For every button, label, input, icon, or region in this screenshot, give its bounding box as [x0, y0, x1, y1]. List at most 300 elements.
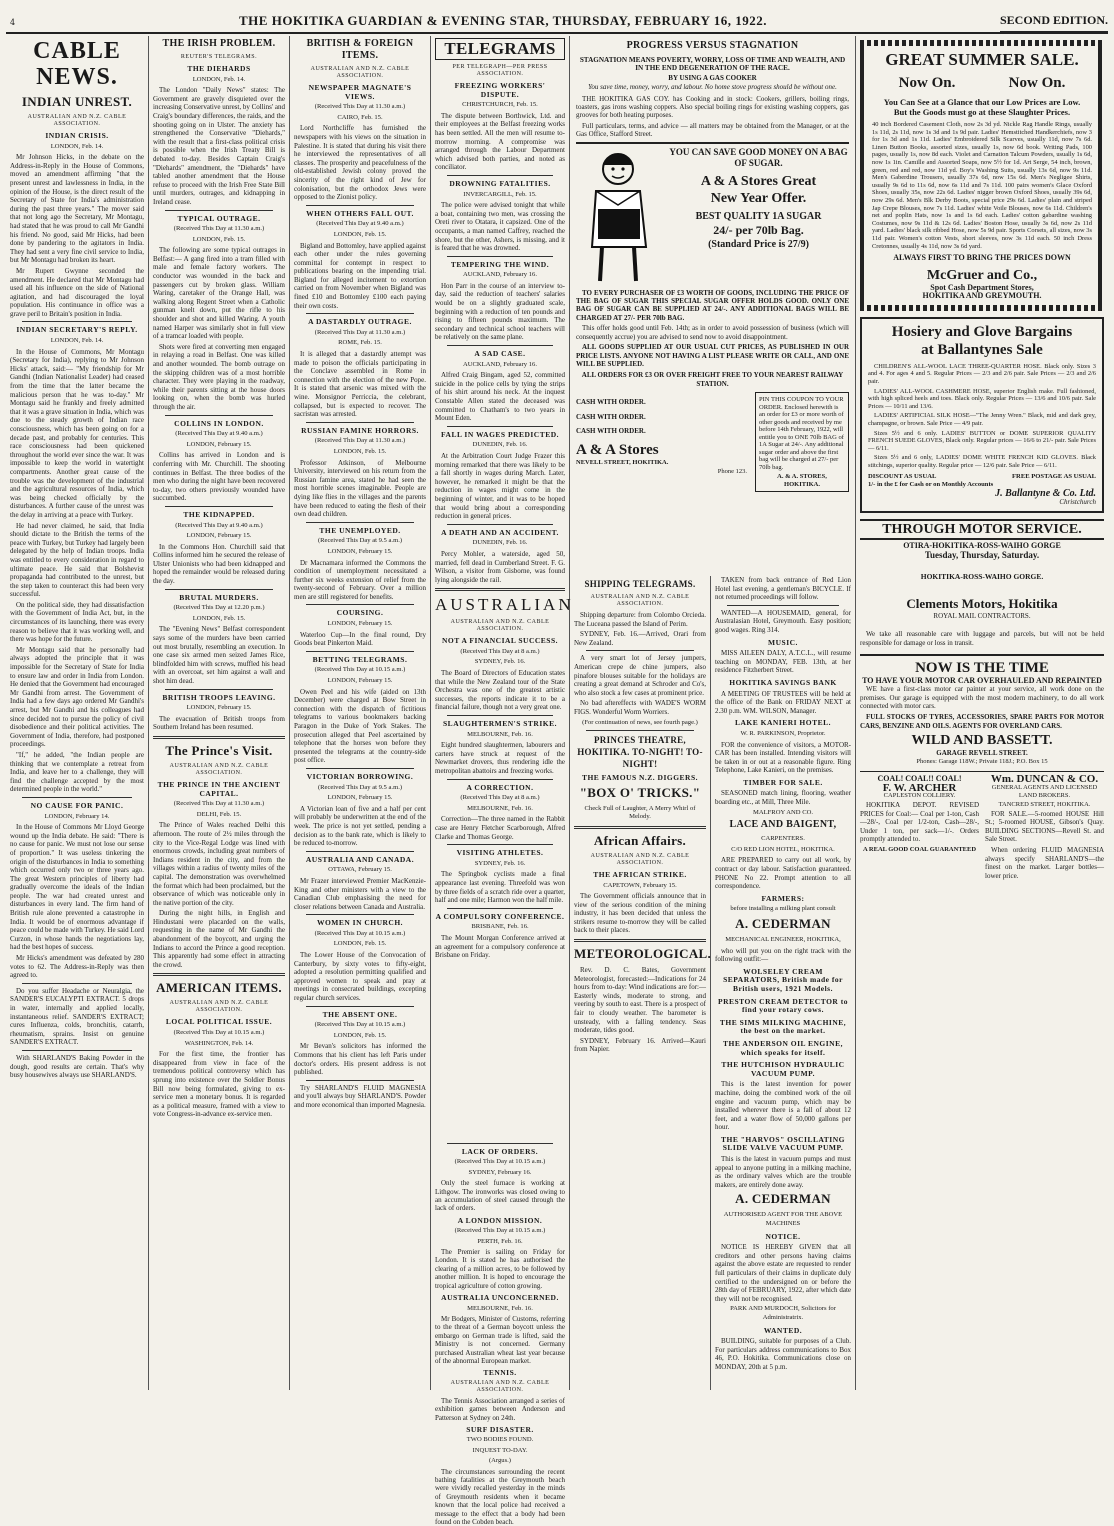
divider: [447, 779, 553, 780]
story-text: In the House of Commons, Mr Montagu (Secretary for India), replying to Mr Johnson Hicks' attack, said:— "My friendship for Mr Gandhi (Indian Nationalist Leader) had ceased from the time that the latter became the malicious person that he was to-day." Mr Montagu said he frankly and freely admitted that it was a grave situation in India, which was due to the steady growth of Indian race consciousness, which has been going on for a decade past, and probably for centuries. This race consciousness had been quickened throughout the world ever since the war. It was impossible to keep the world in watertight compartments. Another great cause of the trouble was the development of the industrial and the agricultural resources of India, which was being checked officially by the disturbances. A further cause of the unrest was the delay in arriving at a peace with Turkey.: [10, 347, 144, 519]
kaniere-proprietor: W. R. PARKINSON, Proprietor.: [740, 729, 826, 737]
hosiery-item: LADIES' ALL-WOOL CASHMERE HOSE, superior English make. Full fashioned, with high spliced heels and toes. Black only. Regular Prices — 13/6 and 10/6 pair. Sale Prices — 10/11 and 13/6.: [868, 387, 1096, 410]
standard-price: (Standard Price is 27/9): [708, 238, 809, 250]
mcgruer-sub: Spot Cash Department Stores,: [930, 282, 1034, 292]
story-text: "If," he added, "the Indian people are thinking that we contemplate a retreat from India, and leave her to a challenge, they will find the challenge accepted by the most determined people in the world.": [10, 750, 144, 794]
sugar-offer: [576, 147, 849, 285]
motor-service-days: Tuesday, Thursday, Saturday.: [924, 549, 1040, 560]
dateline: SYDNEY, February 16.: [468, 1168, 532, 1176]
advertisement-text: Try SHARLAND'S FLUID MAGNESIA and you'll always buy SHARLAND'S. Powder and more economical than imported Magnesia.: [294, 1083, 426, 1109]
credit-line: AUSTRALIAN AND N.Z. CABLE ASSOCIATION.: [590, 852, 690, 866]
story-text: SYDNEY, February 16. Arrived—Kauri from Napier.: [574, 1036, 706, 1054]
coupon-text: PIN THIS COUPON TO YOUR ORDER. Enclosed herewith is an order for £3 or more worth of other goods and received by me before 14th February, 1922, will entitle you to ONE 70lb BAG of 1A Sugar at 24/-. Any additional sugar order and above the first bag will be charged at 27/- per 70lb bag.: [759, 396, 844, 471]
story-text: The dispute between Borthwick, Ltd. and their employees at the Belfast freezing works has been settled. All the men will resume to-morrow morning. A compromise was arranged through the Labour Department which advised both parties, and noted as conciliator.: [435, 111, 565, 172]
divider: [306, 522, 414, 523]
dateline: LONDON, Feb. 15.: [333, 1031, 387, 1039]
story-title: LOCAL POLITICAL ISSUE.: [165, 1017, 273, 1027]
divider: [306, 422, 414, 423]
dateline: PERTH, Feb. 16.: [477, 1237, 523, 1245]
archer-name: F. W. ARCHER: [882, 781, 957, 794]
divider: [447, 256, 553, 257]
story-text: The Board of Directors of Education states that while the New Zealand tour of the State Orchestra was one of the greatest artistic successes, the reports indicate it to be a financial failure, though not a very great one.: [435, 669, 565, 712]
divider: [306, 1006, 414, 1007]
story-title: THE AFRICAN STRIKE.: [593, 869, 687, 879]
received-line: (Received This Day at 9.40 a.m.): [316, 220, 404, 228]
story-text: Mr Frazer interviewed Premier MacKenzie-King and other ministers with a view to the Canadian Club emphasising the need for closer relations between Canada and Australia.: [294, 876, 426, 911]
story-text: The following are some typical outrages in Belfast:— A gang fired into a tram filled with male and female factory workers. The conductor was wounded in the back and passengers cut by broken glass. William Waring, caretaker of the Orange Hall, was walking along Regent Street when a Catholic gunman knelt down, put the rifle to his shoulder and shot and killed Waring. A youth named Harper was similarly shot in full view of a tramcar loaded with people.: [153, 246, 285, 341]
hosiery-item: Sizes 5½ and 6 only, LADIES' DOME WHITE FRENCH KID GLOVES. Black stitchings, superior quality. Regular price — 12/6 pair. Sale Price — 6/11.: [868, 454, 1096, 469]
savings-bank-notice: A MEETING OF TRUSTEES will be held at the office of the Bank on FRIDAY NEXT at 2.30 p.m. WM. WILSON, Manager.: [715, 689, 851, 715]
gas-intro: STAGNATION MEANS POVERTY, WORRY, LOSS OF TIME AND WEALTH, AND IN THE END DEGENERATION OF THE RACE.: [579, 56, 846, 73]
story-text: In the Commons Hon. Churchill said that Collins informed him he secured the release of Ulster Unionists who had been kidnapped and hoped the remainder would be released during the day.: [153, 542, 285, 586]
progress-banner: PROGRESS VERSUS STAGNATION: [626, 40, 799, 51]
dateline: DELHI, Feb. 15.: [196, 810, 242, 818]
story-text: During the night hills, in English and Hindustani were placarded on the walls, requesting in the name of Mr Gandhi the abandonment of the boycott, and urging the Indians to accord the Prince a good reception. This apparently had some effect in attracting the crowd.: [153, 909, 285, 969]
story-title: A DASTARDLY OUTRAGE.: [308, 317, 412, 327]
story-text: On the political side, they had dissatisfaction with the Government of India Act, but, in the circumstances of its launching, there was every reason to believe that it was working well, and there was hope for the future.: [10, 600, 144, 644]
dateline: LONDON, February 15.: [327, 547, 393, 555]
story-title: COURSING.: [336, 608, 384, 618]
story-text: The Lower House of the Convocation of Canterbury, by sixty votes to fifty-eight, adopted a resolution permitting qualified and approved women to speak and pray at meetings in consecrated buildings, excepting regular church services.: [294, 951, 426, 1003]
bottom-ads: [860, 771, 1104, 882]
story-text: He had never claimed, he said, that India should dictate to the British the terms of the peace with Turkey, but Turkey had largely been delegated by the help of Indian troops. India was entitled to every consideration in regard to ultimate peace. He said that Bolshevist propaganda had contributed to the unrest, but the step taken to counteract this had been very successful.: [10, 521, 144, 599]
dateline: LONDON, February 14.: [44, 812, 110, 820]
dateline: LONDON, February 15.: [186, 532, 252, 540]
story-text: The "Evening News" Belfast correspondent says some of the murders have been carried out most brutally, resembling an execution. In one case six armed men seized James Rice, blindfolded him with screws, muffled his head with an overcoat, set him against a wall and shot him dead.: [153, 625, 285, 685]
coupon-signature: A. & A. STORES, HOKITIKA.: [777, 473, 827, 488]
story-title: TYPICAL OUTRAGE.: [177, 213, 261, 223]
timber-heading: TIMBER FOR SALE.: [743, 777, 823, 787]
divider: [306, 651, 414, 652]
duncan-text: FOR SALE.—5-roomed HOUSE Hill St.; 5-roomed HOUSE, Gibson's Quay. BUILDING SECTIONS—Revell St. and Sale Street.: [985, 809, 1104, 844]
divider: [447, 175, 553, 176]
divider: [447, 715, 553, 716]
indian-unrest-subhead: INDIAN UNREST.: [21, 94, 133, 109]
story-title: SLAUGHTERMEN'S STRIKE.: [443, 719, 557, 729]
dateline: OTTAWA, February 15.: [328, 866, 392, 874]
cable-news-headline: CABLE NEWS.: [33, 38, 121, 90]
offer-line-1: A & A Stores Great: [700, 173, 817, 189]
cash-with-order: CASH WITH ORDER.: [576, 426, 646, 435]
notice-signature: PARK AND MURDOCH, Solicitors for Administratrix.: [730, 1305, 836, 1321]
offer-price: 24/- per 70lb Bag.: [713, 222, 804, 237]
product-wolseley: WOLSELEY CREAM SEPARATORS, British made for British users, 1921 Models.: [723, 966, 843, 993]
meteorological-headline: METEOROLOGICAL.: [574, 946, 712, 962]
now-is-the-time: NOW IS THE TIME: [915, 659, 1049, 676]
african-affairs-headline: African Affairs.: [593, 832, 687, 848]
now-on-right: Now On.: [1008, 75, 1066, 91]
dateline: AUCKLAND, February 16.: [463, 360, 537, 368]
dateline: MELBOURNE, Feb. 16.: [467, 730, 533, 738]
story-title: THE UNEMPLOYED.: [319, 525, 401, 535]
credit-line: AUSTRALIAN AND N.Z. CABLE ASSOCIATION.: [27, 114, 127, 127]
divider: [22, 321, 132, 322]
received-line: (Received This Day at 11.30 a.m.): [314, 328, 406, 336]
irish-problem-headline: THE IRISH PROBLEM.: [162, 38, 276, 49]
story-text: Mr Johnson Hicks, in the debate on the Address-in-Reply in the House of Commons, moved an amendment affirming "that the present unrest and lawlessness in India, in the opinion of the House, is the direct result of the Secretary of State for India's administration during the past three years." The mover said that not long ago the Secretary, Mr Montagu, had stated that he was proud to call Mr Gandhi his friend. No good, said Mr Hicks, had been done by pandering to the agitators in India. They had sent a very fine civil service to India, but Mr Montagu had broken its heart.: [10, 153, 144, 265]
dateline: LONDON, February 15.: [186, 440, 252, 448]
story-text: The Mount Morgan Conference arrived at an agreement for a compulsory conference at Brisbane on Friday.: [435, 933, 565, 960]
harvos-text: This is the latest in vacuum pumps and must appeal to anyone putting in a milking machine, as the ordinary valves which are the trouble makers, are entirely done away.: [715, 1155, 851, 1189]
story-title: TEMPERING THE WIND.: [450, 259, 550, 269]
page-number: 4: [10, 18, 16, 27]
ballantynes-ad: [860, 317, 1104, 513]
cash-with-order: CASH WITH ORDER.: [576, 398, 646, 407]
dateline: LONDON, Feb. 15.: [333, 447, 387, 455]
sugar-terms-2: This offer holds good until Feb. 14th; as in order to avoid possession of business (which will consequently accrue) you are advised to send now to avoid disappointment.: [576, 324, 849, 341]
received-line: (Received This Day at 9.5 a.m.): [317, 537, 403, 545]
hutchison-text: This is the latest invention for power machine, doing the combined work of the oil engine and vacuum pump, which may be installed wherever there is a fall of about 12 feet, and a water flow of 50,000 gallons per hour.: [715, 1080, 851, 1132]
british-foreign-headline: BRITISH & FOREIGN ITEMS.: [306, 38, 414, 61]
story-text: The Government officials announce that in view of the serious condition of the mining industry, it has been decided that unless the strikers resume to-morrow they will be called back to their places.: [574, 892, 706, 935]
cederman-heading: A. CEDERMAN: [735, 916, 831, 931]
story-title: THE DIEHARDS: [187, 64, 251, 73]
sale-title: GREAT SUMMER SALE.: [885, 50, 1079, 69]
advertisement-text: Do you suffer Headache or Neuralgia, the SANDER'S EUCALYPTI EXTRACT. 5 drops in water, internally and applied locally, instantaneous relief. SANDER'S EXTRACT; cures Influenza, colds, bronchitis, catarrh, rheumatism, sprains. Insist on genuine SANDER'S EXTRACT.: [10, 986, 144, 1047]
store-phone: Phone 123.: [717, 467, 747, 475]
story-text: For the first time, the frontier has disappeared from view in face of the tremendous political controversy which has sprung into existence over the Soldier Bonus Bill now being formulated, giving to ex-service men a monetary bonus. It is regarded as a political measure, framed with a view to vote Congress-in-advance ex-service men.: [153, 1050, 285, 1119]
story-text: Mr Montagu said that he personally had always adopted the principle that it was impossible for the Secretary of State for India to ensure law and order in India from London. He denied that the Government had encouraged Mr Gandhi from arrest. The Government of India had a few days ago ordered Mr Gandhi's arrest, but Mr Gandhi and his colleagues had since decided not to pursue the policy of civil disobedience and their political activities. The Government of India, therefore, had postponed proceedings.: [10, 645, 144, 749]
story-subtitle: TWO BODIES FOUND.: [466, 1436, 534, 1444]
cederman-text: who will put you on the right track with the following outfit:—: [715, 946, 851, 964]
lace-baigent-address: C/O RED LION HOTEL, HOKITIKA.: [731, 845, 835, 853]
divider: [447, 524, 553, 525]
cederman-agent: AUTHORISED AGENT FOR THE ABOVE MACHINES: [723, 1211, 843, 1228]
story-text: Mr Rupert Gwynne seconded the amendment. He declared that Mr Montagu had used all his influence on the side of National agitation, and had discouraged the loyal population. His continuance in office was a grave peril to Britain's position in India.: [10, 266, 144, 318]
store-address: NEVELL STREET, HOKITIKA.: [576, 459, 669, 467]
divider: [586, 730, 694, 731]
story-text: The Springbok cyclists made a final appearance last evening. Threefold was won by three fields of a scratch ride over a quarter, half and one mile; Harmon won the half mile.: [435, 870, 565, 905]
dateline: LONDON, February 15.: [186, 704, 252, 712]
story-text: Correction—The three named in the Rabbit case are Henry Fletcher Scarborough, Alfred Clarke and Thomas George.: [435, 815, 565, 841]
story-title: NOT A FINANCIAL SUCCESS.: [441, 636, 559, 646]
credit-line: AUSTRALIAN AND N.Z. CABLE ASSOCIATION.: [169, 762, 269, 776]
motor-service-title: THROUGH MOTOR SERVICE.: [860, 519, 1104, 540]
order-coupon[interactable]: [755, 392, 849, 492]
motor-route-2: HOKITIKA-ROSS-WAIHO GORGE.: [920, 572, 1044, 582]
cederman-sub: MECHANICAL ENGINEER, HOKITIKA,: [725, 936, 841, 943]
received-line: (Received This Day at 10.15 a.m.): [454, 1158, 546, 1166]
lace-baigent-heading: LACE AND BAIGENT,: [729, 819, 837, 831]
story-title: THE PRINCE IN THE ANCIENT CAPITAL.: [157, 779, 281, 798]
clements-motors: Clements Motors, Hokitika: [906, 595, 1058, 611]
story-text: In the House of Commons Mr Lloyd George wound up the India debate. He said: "There is no cause for panic. We must not lose our sense of proportion." It was useless tinkering the origin of the disturbances in India to something which occurred only two or three years ago. The great Western principles of liberty had gradually overcome the ideals of the Indian people. The war had created unrest and disturbances in every land. The firm hand of British rule alone prevented a catastrophe in India. It would be of enormous advantage if peace could be made with Turkey. He said Lord Curzon, in whose hands the negotiations lay, had the best hopes of success.: [10, 823, 144, 952]
coal-footer: A REAL GOOD COAL GUARANTEED: [862, 846, 977, 854]
notice-heading: NOTICE.: [765, 1231, 801, 1241]
story-title: FREEZING WORKERS' DISPUTE.: [454, 81, 546, 99]
story-text: Dr Macnamara informed the Commons the condition of unemployment necessitated a further six weeks extension of relief from the twenty-second of February. Over a million men are still registered for benefits.: [294, 558, 426, 601]
discount-note-2: 1/- in the £ for Cash or on Monthly Accounts: [868, 481, 994, 489]
wild-bassett-ad: [860, 654, 1104, 767]
dateline: LONDON, Feb. 15.: [333, 940, 387, 948]
archer-sub: CAPLESTON COLLIERY.: [883, 792, 956, 800]
advertisement-text: A very smart lot of Jersey jumpers, American crepe de chine jumpers, also pinafore blouses suitable for the holidays are creating a great demand at Schroder and Co's, who also stock a few cases at prominent price.: [574, 654, 706, 697]
duncan-address: TANCRED STREET, HOKITIKA.: [998, 801, 1091, 809]
story-title: INDIAN SECRETARY'S REPLY.: [16, 325, 138, 335]
story-text: Eight hundred slaughtermen, labourers and carters have struck at request of the Newmarket drovers, thus rendering idle the metropolitan abattoirs and freezing works.: [435, 741, 565, 775]
received-line: (Received This Day at 10.15 a.m.): [314, 1021, 406, 1029]
story-title: INDIAN CRISIS.: [45, 131, 109, 140]
story-text: Waterloo Cup—In the final round, Dry Goods beat Pinkerton Maid.: [294, 630, 426, 648]
box-o-tricks: "BOX O' TRICKS.": [579, 784, 701, 800]
sugar-terms-3: ALL GOODS SUPPLIED AT OUR USUAL CUT PRICES, AS PUBLISHED IN OUR PRICE LISTS. ANYONE NOT HAVING A LIST PLEASE WRITE OR CALL, AND ONE WILL BE SUPPLIED.: [576, 343, 849, 368]
advertisement-text: With SHARLAND'S Baking Powder in the dough, good results are certain. That's why busy housewives always use SHARLAND'S.: [10, 1053, 144, 1080]
through-motor-service-ad: [860, 519, 1104, 648]
received-line: (Received This Day at 9.40 a.m.): [175, 430, 263, 438]
divider: [153, 973, 285, 976]
story-title: A LONDON MISSION.: [457, 1215, 543, 1225]
received-line: (Received This Day at 11.30 a.m.): [314, 437, 406, 445]
product-hutchison: THE HUTCHISON HYDRAULIC VACUUM PUMP.: [721, 1060, 845, 1078]
hosiery-item: Sizes 5½ and 6 only. LADIES' BUTTON or DOME SUPERIOR QUALITY FRENCH SUEDE GLOVES, Black only. Regular prices — 16/6 to 21/- pair. Sale Prices — 6/11.: [868, 429, 1096, 452]
savings-bank-heading: HOKITIKA SAVINGS BANK: [729, 677, 837, 687]
story-title: A SAD CASE.: [474, 349, 526, 359]
overhaul-subtitle: TO HAVE YOUR MOTOR CAR OVERHAULED AND REPAINTED: [862, 675, 1102, 685]
story-text: The London "Daily News" states: The Government are gravely disquieted over the increasing Conservative unrest, by Collins' and Craig's boundary differences, the raids, and the shooting going on in Ulster. The anxiety has strengthened the Conservative "Diehards," with the result that a first-class political crisis is possible when the Irish Treaty Bill is debated to-day. Besides Captain Craig's "Diehards" amendment, the "Diehards" have tabled another amendment that the House refuse to proceed with the Irish Free State Bill until murders, outrages, and kidnapping in Ireland cease.: [153, 86, 285, 206]
duncan-sub: GENERAL AGENTS AND LICENSED LAND BROKERS.: [991, 783, 1098, 800]
column-classifieds: [711, 576, 856, 1390]
divider: [447, 345, 553, 346]
story-title: A CORRECTION.: [466, 782, 534, 792]
sugar-terms: TO EVERY PURCHASER OF £3 WORTH OF GOODS, INCLUDING THE PRICE OF THE BAG OF SUGAR THIS SPECIAL SUGAR OFFER HOLDS GOOD. ONLY ONE BAG OF SUGAR CAN BE SUPPLIED AT 24/-. ANY ADDITIONAL BAGS WILL BE CHARGED AT 27/- PER 70lb BAG.: [576, 288, 849, 322]
story-text: The circumstances surrounding the recent bathing fatalities at the Greymouth beach were vividly recalled yesterday in the minds of Greymouth residents when it became known that the local police had received a message to the effect that a body had been found on the Cobden beach.: [435, 1467, 565, 1526]
discount-note: DISCOUNT AS USUAL: [868, 472, 937, 480]
divider: [435, 588, 565, 591]
hosiery-title-2: at Ballantynes Sale: [921, 341, 1043, 358]
dateline: LONDON, Feb. 14.: [50, 337, 104, 345]
story-title: COLLINS IN LONDON.: [174, 418, 264, 428]
dateline: CHRISTCHURCH, Feb. 15.: [462, 101, 538, 109]
divider: [22, 797, 132, 798]
divider: [574, 826, 706, 829]
divider: [22, 983, 132, 984]
theatre-subhead: THE FAMOUS N.Z. DIGGERS.: [581, 773, 699, 783]
divider: [447, 844, 553, 845]
shipping-telegrams-headline: SHIPPING TELEGRAMS.: [584, 579, 696, 589]
column-news-5: [570, 576, 711, 1390]
story-title: WHEN OTHERS FALL OUT.: [306, 208, 414, 218]
story-title: BRITISH TROOPS LEAVING.: [162, 692, 276, 702]
story-text: A Victorian loan of five and a half per cent will probably be underwritten at the end of the week. The price is not yet settled, pending a decision as to the bank rate, which is likely to be reduced to-morrow.: [294, 804, 426, 848]
story-title: NEWSPAPER MAGNATE'S VIEWS.: [308, 83, 412, 101]
wild-bassett-sub: GARAGE REVELL STREET.: [936, 749, 1028, 758]
story-text: Professor Atkinson, of Melbourne University, interviewed on his return from the Russian famine area, stated he had seen the most horrible scenes imaginable. People are dying like flies in the villages and the parents have been reduced to eating the flesh of their own dead children.: [294, 458, 426, 519]
divider: [306, 1080, 414, 1081]
column-cable-news: [6, 36, 149, 1390]
wanted-heading: WANTED.: [763, 1325, 803, 1335]
lost-bicycle-notice: TAKEN from back entrance of Red Lion Hotel last evening, a gentleman's BICYCLE. If not returned proceedings will follow.: [715, 576, 851, 602]
story-text: Percy Mohler, a waterside, aged 50, married, fell dead in Cumberland Street. F. G. Wilson, a visitor from Gisborne, was found lying alongside the rail.: [435, 549, 565, 584]
sale-footer: ALWAYS FIRST TO BRING THE PRICES DOWN: [893, 253, 1071, 263]
estate-notice: NOTICE IS HEREBY GIVEN that all creditors and other persons having claims against the above estate are requested to render full particulars of their claims in duplicate duly certified to the undersigned on or before the 28th day of FEBRUARY, 1922, after which date they will not be recognised.: [715, 1243, 851, 1303]
gas-intro-3: You save time, money, worry, and labour. No home stove progress should be without one.: [588, 83, 837, 92]
gas-body-2: Full particulars, terms, and advice — all matters may be obtained from the Manager, or at the Gas Office, Stafford Street.: [576, 121, 849, 139]
story-text: Bigland and Bottomley, have applied against each other under the rules governing committal for contempt in respect to publications bearing on the impending trial. Bigland for alleged incitement to extortion carried on from November when Bigland was fined £10 and Bottomley £100 each paying their own costs.: [294, 241, 426, 310]
gas-intro-2: BY USING A GAS COOKER: [668, 73, 757, 82]
kaniere-hotel-heading: LAKE KANIERI HOTEL.: [735, 718, 831, 728]
music-notice: MISS AILEEN DALY, A.T.C.L., will resume teaching on MONDAY, FEB. 13th, at her residence Fitzherbert Street.: [715, 649, 851, 675]
divider: [306, 205, 414, 206]
gas-and-sugar-advertisement: [570, 36, 856, 576]
received-line: (Received This Day at 9.5 a.m.): [317, 783, 403, 791]
story-text: Collins has arrived in London and is conferring with Mr. Churchill. The shooting continues in Belfast. The three bodies of the men who during the night have been recovered to-day, two others previously wounded have succumbed.: [153, 451, 285, 503]
now-on-left: Now On.: [898, 75, 956, 91]
story-text: The Premier is sailing on Friday for London. It is stated he has authorised the clearing of a million acres, to be followed by another million. It is hoped to encourage the tropical agriculture of cotton growing.: [435, 1248, 565, 1290]
dateline: LONDON, February 15.: [327, 677, 393, 685]
story-text: Owen Peel and his wife (aided on 13th December) were charged at Bow Street in connection with the dispatch of fictitious telegrams to various bookmakers backing Paragon in the Duke of York Stakes. The prosecution alleged that Peel ascertained by telephone that the horses won before they presented the telegrams at the country-side post office.: [294, 687, 426, 765]
story-title: A DEATH AND AN ACCIDENT.: [441, 527, 559, 537]
ballantyne-signature: J. Ballantyne & Co. Ltd.: [995, 487, 1096, 499]
credit-line: AUSTRALIAN AND N.Z. CABLE ASSOCIATION.: [450, 1379, 550, 1393]
advertisement-text: No bad aftereffects with WADE'S WORM FIGS. Wonderful Worm Worriers.: [574, 699, 706, 716]
wild-bassett-phone: Phones: Garage 118W.; Private 118J.; P.O. Box 15: [916, 757, 1048, 765]
story-title: NO CAUSE FOR PANIC.: [30, 800, 124, 810]
received-line: (Received This Day at 10.15 a.m.): [314, 929, 406, 937]
masthead: [6, 4, 1108, 34]
dateline: DUNEDIN, Feb. 16.: [472, 441, 528, 449]
dateline: LONDON, February 15.: [327, 620, 393, 628]
story-text: Alfred Craig Bingam, aged 52, committed suicide in the police cells by tying the strips of his shirt around his neck. At the inquest Constable Allen stated the deceased was committed to Chatham's to two years in Mount Eden.: [435, 371, 565, 423]
story-title: THE ABSENT ONE.: [322, 1009, 398, 1019]
story-title: A COMPULSORY CONFERENCE.: [435, 911, 565, 921]
motor-service-route: OTIRA-HOKITIKA-ROSS-WAIHO GORGE: [903, 540, 1061, 550]
credit-line: PER TELEGRAPH—PER PRESS ASSOCIATION.: [452, 64, 548, 77]
story-title: LACK OF ORDERS.: [461, 1147, 539, 1156]
box-o-tricks-sub: Check Full of Laughter, A Merry Whirl of Melody.: [584, 804, 696, 821]
received-line: (Received This Day at 11.30 a.m.): [173, 800, 265, 808]
lace-baigent-notice: ARE PREPARED to carry out all work, by contract or day labour. Satisfaction guaranteed. PHONE No 22. Prompt attention to all correspondence.: [715, 856, 851, 891]
overhaul-text-2: FULL STOCKS OF TYRES, ACCESSORIES, SPARE PARTS FOR MOTOR CARS, BENZINE AND OILS. AGENTS FOR OVERLAND CARS.: [860, 712, 1104, 730]
australian-headline: AUSTRALIAN: [435, 595, 574, 615]
story-text: It is alleged that a dastardly attempt was made to poison the officials participating in the Conclave assembled in Rome in connection with the election of the new Pope. It is stated that arsenic was mixed with the wine. Monsignor Perriccia, the celebrant, collapsed, but is expected to recover. The sacristan was arrested.: [294, 350, 426, 419]
column-display-ads: [856, 36, 1108, 1390]
duncan-name: Wm. DUNCAN & CO.: [990, 773, 1099, 786]
story-text: At the Arbitration Court Judge Frazer this morning remarked that there was likely to be a fall shortly in wages during March. Later, however, he remarked it might be that the reduction in wages might come in the beginning of winter, and it was to be hoped that would bring about a corresponding reduction in general prices.: [435, 451, 565, 521]
continuation-note: (For continuation of news, see fourth page.): [582, 718, 698, 726]
overhaul-text: WE have a first-class motor car painter at your service, all work done on the premises. Our garage is equipped with the most modern machinery, to do all work connected with motor cars.: [860, 685, 1104, 711]
sugar-headline: YOU CAN SAVE GOOD MONEY ON A BAG OF SUGAR.: [669, 146, 848, 168]
story-title: VICTORIAN BORROWING.: [306, 771, 414, 781]
sale-subtitle: You Can See at a Glance that our Low Prices are Low.: [883, 97, 1081, 107]
received-line: (Received This Day at 8 a.m.): [460, 647, 540, 655]
received-line: (Received This Day at 10.15 a.m.): [454, 1227, 546, 1235]
prince-visit-headline: The Prince's Visit.: [165, 742, 273, 758]
farmers-text: before installing a milking plant consult: [730, 905, 836, 913]
coal-heading: COAL! COAL!! COAL!: [877, 774, 962, 784]
credit-line: REUTER'S TELEGRAMS.: [180, 54, 258, 60]
man-with-sugar-bag-illustration: [576, 147, 662, 285]
divider: [586, 650, 694, 651]
product-milking-machine: THE SIMS MILKING MACHINE, the best on the market.: [719, 1017, 847, 1036]
story-text: Mr Bodgers, Minister of Customs, referring to the threat of a German boycott unless the embargo on German trade is lifted, said the Ministry is not concerned. Germany purchased Australian wheat last year because of the abnormal European market.: [435, 1314, 565, 1365]
divider: [574, 939, 706, 942]
sale-subtitle-2: But the Goods must go at these Slaughter Prices.: [893, 107, 1071, 117]
story-text: Shipping departure: from Colombo Orcieda. The Luceana passed the Island of Perim.: [574, 611, 706, 628]
divider: [447, 1143, 553, 1144]
mcgruer-name: McGruer and Co.,: [926, 267, 1038, 283]
story-title: FALL IN WAGES PREDICTED.: [441, 429, 559, 439]
story-text: Only the steel furnace is working at Lithgow. The ironworks was closed owing to an accumulation of steel caused through the lack of orders.: [435, 1179, 565, 1213]
credit-line: AUSTRALIAN AND N.Z. CABLE ASSOCIATION.: [310, 66, 410, 79]
tennis-title: TENNIS.: [483, 1368, 517, 1378]
column-british-foreign: [290, 36, 431, 1390]
divider: [306, 768, 414, 769]
story-title: DROWNING FATALITIES.: [449, 178, 551, 188]
received-line: (Received This Day at 9.40 a.m.): [175, 521, 263, 529]
divider: [165, 210, 273, 211]
archer-text: HOKITIKA DEPOT. REVISED PRICES for Coal:— Coal per 1-ton, Cash—28/-, Coal per 1/2-ton, Cash—28/-, Under 1 ton, per sack—1/-. Orders promptly attended to.: [860, 801, 979, 844]
story-text: The police were advised tonight that while a boat, containing two men, was crossing the Oreti river to Otatara, it capsized. One of the occupants, a man named Caffrey, reached the shore, but the other, Ashers, is missing, and it is feared that he was drowned.: [435, 201, 565, 253]
dateline: ROME, Feb. 15.: [338, 339, 382, 347]
story-text: The Prince of Wales reached Delhi this afternoon. The route of 2½ miles through the city to the Vice-Regal Lodge was lined with enormous crowds, including great numbers of Indians resident in the city, and from the villages within a radius of twenty miles of the capital. The demonstration was overwhelmed the format which had been proclaimed, but the observance of which was noticeable only in the native portion of the city.: [153, 821, 285, 907]
dateline: SYDNEY, Feb. 16.: [474, 658, 526, 666]
ballantyne-city: Christchurch: [1059, 498, 1096, 507]
fluid-magnesia-ad: When ordering FLUID MAGNESIA always specify SHARLAND'S—the finest on the market. Larger bottles—lower price.: [985, 846, 1104, 880]
story-text: Lord Northcliffe has furnished the newspapers with his views on the situation in Palestine. It is stated that during his visit there he interviewed the representatives of all classes. The prosperity and peacefulness of the old-established Jewish colony proved the sincerity of the right kind of Jew for colonisation, but the orthodox Jews were opposed to the Zionist policy.: [294, 124, 426, 202]
dateline: WASHINGTON, Feb. 14.: [184, 1039, 254, 1047]
dateline: LONDON, Feb. 14.: [50, 142, 104, 150]
story-text: The Tennis Association arranged a series of exhibition games between Anderson and Patterson at Sydney on 24th.: [435, 1396, 565, 1422]
story-title: AUSTRALIA AND CANADA.: [305, 854, 415, 864]
dateline: INVERCARGILL, Feb. 15.: [463, 190, 537, 198]
received-line: (Received This Day at 8 a.m.): [460, 794, 540, 802]
column-australian-news: [431, 1140, 570, 1526]
story-text: Mr Bevan's solicitors has informed the Commons that his client has left Paris under doctor's orders. His present address is not published.: [294, 1042, 426, 1077]
story-text: Mr Hicks's amendment was defeated by 280 votes to 62. The Address-in-Reply was then agreed to.: [10, 954, 144, 980]
divider: [447, 908, 553, 909]
received-line: (Received This Day at 11.30 a.m.): [314, 103, 406, 111]
hosiery-title-1: Hosiery and Glove Bargains: [891, 323, 1073, 340]
story-text: Rev. D. C. Bates, Government Meteorologist, forecasted:—Indications for 24 hours from to-day: Wind indications are for:—Easterly winds, moderate to strong, and veering by south to east. There is a prospect of fair to cloudy weather. The barometer is unsteady, with a falling tendency. Seas moderate, tides good.: [574, 966, 706, 1035]
divider: [306, 914, 414, 915]
sale-items: 40 inch Bordered Casement Cloth, now 2s 3d yd. Nickle Rag Handle Rings, usually 1s 11d, 2s 11d, now 1s 3d and 1s 9d pair. Ladies' Hemstitched Handkerchiefs, now 3 for 1s 3d and 1s 11d. Ladies' Embroidered Silk Scarves, usually 11d, now 7s 6d. Linen Button Books, assorted sizes, usually 1s, now 6d book. Writing Pads, 100 pages, usually 1s, now 8d each. Violet and Carnation Talcum Powders, usually 1s 6d, now 1s 1in. Camille and Assorted Soaps, now 5½ for 1d. Art Serge, 54 inch, brown, green, red and red, now 11d yd. Boy's Washing Suits, usually 13s 6d, now 9s 11d. Men's Gaberdine Trousers, usually 37s 6d, now 15s 6d. Men's Negligee Shirts, usually 9s 6d to 11s 6d, now 6s 11d and 7s 11d. 100 pairs women's Glace Oxford Shoes, usually 35s, now 22s 6d. Ladies' nigger brown Oxford Shoes, usually 39s 6d, now 29s 6d. Men's Blk Derby Boots, special price 29s 6d. Ladies' plain and striped Jap Crepe Blouses, now 7s 11d. Ladies' white Voile Blouses, now 6s 11d. Children's net and poplin Hats, now 1s and 1s 6d each. Ladies' cotton gabardine washing Costumes, now 9s 11d & 12s 6d. Ladies' Boston Hose, usually 3s 6d, now 2s 11d yard. Ladies' black silk ribbed Hose, now 5s 9d pair. Sports Corsets, all sizes, now 3s 11d pair. Women's cotton Vests, short sleeves, now 3s 11d each. 50 inch Dress Cretonnes, usually 4s 11d, now 3s 6d yard.: [872, 121, 1092, 250]
story-title: VISITING ATHLETES.: [456, 848, 544, 858]
divider: [727, 605, 839, 606]
dateline: DUNEDIN, Feb. 16.: [472, 539, 528, 547]
dateline: MELBOURNE, Feb. 16.: [467, 1304, 533, 1312]
newspaper-title: THE HOKITIKA GUARDIAN & EVENING STAR, THURSDAY, FEBRUARY 16, 1922.: [239, 13, 767, 28]
product-preston: PRESTON CREAM DETECTOR to find your rotary cows.: [718, 996, 848, 1015]
dateline: AUCKLAND, February 16.: [463, 271, 537, 279]
housemaid-wanted: WANTED—A HOUSEMAID, general, for Australasian Hotel, Greymouth. Easy position; good wages. Ring 314.: [715, 608, 851, 634]
divider: [165, 589, 273, 590]
divider: [306, 313, 414, 314]
credit-line: AUSTRALIAN AND N.Z. CABLE ASSOCIATION.: [450, 619, 550, 633]
clements-text: We take all reasonable care with luggage and parcels, but will not be held responsible for damage or loss in transit.: [860, 630, 1104, 647]
lace-baigent-sub: CARPENTERS.: [761, 835, 805, 843]
divider: [165, 415, 273, 416]
received-line: (Received This Day at 10.15 a.m.): [314, 666, 406, 674]
story-subtitle: INQUEST TO-DAY.: [472, 1446, 528, 1454]
music-heading: MUSIC.: [768, 637, 798, 647]
story-text: Hon Parr in the course of an interview to-day, said the reduction of teachers' salaries would be on a slightly graduated scale, beginning with a reduction of ten pounds and rising to fifteen pounds maximum. The secondary and technical school teachers will be relatively on the same plane.: [435, 281, 565, 342]
wild-bassett-name: WILD AND BASSETT.: [911, 733, 1053, 749]
credit-line: AUSTRALIAN AND N.Z. CABLE ASSOCIATION.: [590, 594, 690, 607]
offer-line-2: New Year Offer.: [710, 190, 807, 206]
dateline: LONDON, February 15.: [327, 794, 393, 802]
dateline: LONDON, Feb. 15.: [192, 235, 246, 243]
story-title: RUSSIAN FAMINE HORRORS.: [301, 425, 419, 435]
hosiery-item: CHILDREN'S ALL-WOOL LACE THREE-QUARTER HOSE. Black only. Sizes 3 and 4. For ages 4 and 5. Regular Prices — 2/3 and 2/6 pair. Sale Prices — 2/3 and 2/6 pair.: [868, 362, 1096, 386]
divider: [165, 689, 273, 690]
edition-label: SECOND EDITION.: [1000, 13, 1108, 32]
great-summer-sale-ad: [860, 40, 1104, 311]
product-harvos: THE "HARVOS" OSCILLATING SLIDE VALVE VACUUM PUMP.: [721, 1134, 845, 1153]
telegrams-headline: TELEGRAMS: [435, 38, 565, 60]
gas-body: THE HOKITIKA GAS COY. has Cooking and in stock: Cookers, grillers, boiling rings, toasters, gas irons washing coppers. Also special boiling rings for existing washing coppers, gas grooves for both heating purposes.: [576, 94, 849, 120]
farmers-heading: FARMERS:: [761, 893, 805, 903]
dateline: SYDNEY, Feb. 16.: [474, 859, 526, 867]
